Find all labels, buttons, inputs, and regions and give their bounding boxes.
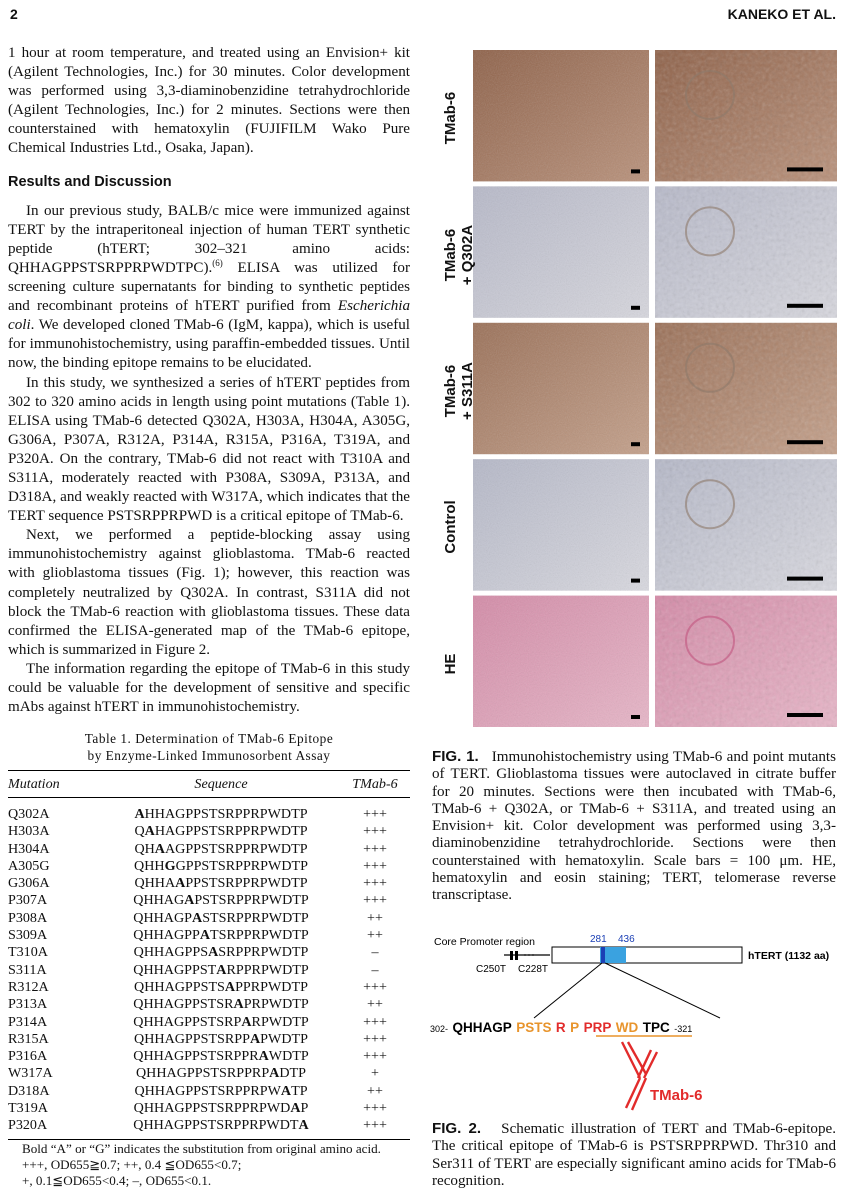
sequence-bold: A [175, 875, 186, 892]
sequence-bold: A [233, 996, 244, 1013]
sequence-pre: QHHAGPPST [133, 961, 217, 978]
result-cell: +++ [363, 978, 387, 995]
table-row [8, 1048, 410, 1065]
sequence-bold: A [298, 1117, 309, 1134]
figure1-row-label: TMab-6 + Q302A [442, 224, 476, 285]
result-cell: +++ [363, 875, 387, 892]
mutation-cell: H303A [8, 823, 50, 840]
paragraph-conclusion: The information regarding the epitope of TMab-6 in this study could be valuable for the development of sensitive and specific mAbs against hTERT in immunohistochemistry. [8, 660, 410, 716]
micrograph-panel [473, 459, 649, 590]
col-header-sequence: Sequence [102, 771, 340, 798]
antibody-label: TMab-6 [650, 1087, 703, 1104]
result-cell: +++ [363, 806, 387, 822]
mutation-mark-1 [510, 951, 513, 960]
result-cell: +++ [363, 1030, 387, 1047]
seq-epitope-3: P [570, 1020, 580, 1035]
micrograph-panel [473, 596, 649, 727]
sequence-pre: QHHAGPPSTSRPP [134, 1030, 250, 1047]
scale-bar [787, 167, 823, 171]
result-cell: ++ [367, 927, 383, 944]
micrograph-panel [655, 459, 837, 590]
mutation-cell: S309A [8, 927, 48, 944]
table-caption-line1: Table 1. Determination of TMab-6 Epitope [84, 731, 334, 746]
table-row [8, 996, 410, 1013]
citation-ref[interactable]: (6) [212, 257, 223, 268]
running-head: KANEKO ET AL. [727, 6, 836, 22]
sequence-bold: A [216, 961, 227, 978]
result-cell: +++ [363, 857, 387, 874]
micrograph-panel [473, 50, 649, 181]
sequence-bold: A [144, 823, 155, 840]
sequence-bold: A [249, 1030, 261, 1047]
sequence-bold: A [258, 1048, 269, 1065]
sequence-post: HAGPPSTSRPPRPWDTP [154, 823, 308, 840]
sequence-cell [102, 1031, 340, 1048]
scale-bar [787, 577, 823, 581]
sequence-post: GPPSTSRPPRPWDTP [175, 857, 308, 874]
table-caption-line2: by Enzyme-Linked Immunosorbent Assay [87, 748, 331, 763]
figure2-caption-text: Schematic illustration of TERT and TMab-6-epitope. The critical epitope of TMab-6 is PSTSRPPRPWD. Thr310 and Ser311 of TERT are especially significant amino acids for TMab-6 recognition. [432, 1121, 836, 1189]
sequence-pre: QHHAGPPSTSR [133, 996, 234, 1013]
result-cell: +++ [363, 823, 387, 840]
sequence-pre: QHHAGPP [133, 927, 200, 944]
micrograph-panel [655, 50, 837, 181]
mutation-mark-2 [515, 951, 518, 960]
seq-part-c: TPC [642, 1020, 670, 1035]
sequence-bold: A [241, 1013, 252, 1030]
sequence-cell [102, 841, 340, 858]
sequence-cell [102, 858, 340, 875]
result-cell: – [371, 944, 379, 961]
result-cell: ++ [367, 996, 383, 1013]
sequence-pre: QHHAGPPSTSRPPRPWDT [133, 1117, 299, 1134]
p2-text-a: In our previous study, BALB/c mice were immunized against TERT by the intraperitoneal injection of human TERT synthetic peptide (hTERT; 302–321 amino acids: QHHAGPPSTSRPPRPWDTPC). [8, 202, 410, 276]
figure1-caption-text: Immunohistochemistry using TMab-6 and point mutants of TERT. Glioblastoma tissues were autoclaved in citrate buffer for 20 minutes. Sections were then incubated with TMab-6, TMab-6 + Q302A, or TMab-6 + S311A, and treated using an Envision+ kit. Color development was performed using 3,3-diaminobenzidine tetrahydrochloride. Sections were then counterstained with hematoxylin. Scale bars = 100 μm. HE, hematoxylin and eosin staining; TERT, telomerase reverse transcriptase. [432, 749, 836, 904]
sequence-post: SRPPRPWDTP [218, 944, 309, 961]
sequence-pre: QHHAG [133, 892, 185, 909]
table-row [8, 979, 410, 996]
sequence-pre: QHHAGPPSTS [134, 978, 225, 995]
result-cell: + [371, 1065, 379, 1082]
result-cell: +++ [363, 840, 387, 857]
sequence-post: AGPPSTSRPPRPWDTP [164, 840, 308, 857]
scale-bar [631, 579, 640, 583]
promoter-label: Core Promoter region [434, 936, 535, 948]
table-row [8, 1083, 410, 1100]
seq-epitope-5: WD [615, 1020, 639, 1035]
sequence-pre: QHHAGPPSTSRPPR [133, 1048, 259, 1065]
sequence-bold: A [134, 806, 145, 822]
seq-epitope-4: PRP [583, 1020, 612, 1035]
mutation-cell: G306A [8, 875, 50, 892]
scale-bar [631, 306, 640, 310]
sequence-cell [102, 1065, 340, 1082]
mutation-cell: P314A [8, 1013, 48, 1030]
sequence-cell [102, 1014, 340, 1031]
figure1-row-label: Control [442, 500, 459, 555]
sequence-pre: QH [134, 840, 155, 857]
table-row [8, 962, 410, 979]
mutation-cell: H304A [8, 840, 50, 857]
table-row [8, 1117, 410, 1139]
protein-label: hTERT (1132 aa) [748, 950, 830, 962]
scale-bar [631, 715, 640, 719]
scale-bar [631, 442, 640, 446]
table-row [8, 1014, 410, 1031]
paragraph-ihc: Next, we performed a peptide-blocking assay using immunohistochemistry against glioblastoma. TMab-6 reacted with glioblastoma tissues (Fig. 1); however, this reaction was completely neutralized by Q302A. In contrast, S311A did not block the TMab-6 reaction with glioblastoma tissues. These data confirmed the ELISA-generated map of the TMab-6 epitope, which is summarized in Figure 2. [8, 527, 410, 658]
species-name: Escherichia coli [8, 298, 410, 334]
htert-protein-bar [552, 947, 742, 963]
table-row [8, 910, 410, 927]
sequence-post: PSTSRPPRPWDTP [194, 892, 309, 909]
micrograph-panel [655, 323, 837, 454]
sequence-cell [102, 1117, 340, 1139]
figure2-caption [432, 1120, 836, 1190]
mutation-cell: P320A [8, 1117, 102, 1139]
sequence-post: P [300, 1100, 309, 1117]
sequence-pre: QHH [134, 857, 165, 874]
sequence-pre: QHHAGPPSTSRP [133, 1013, 242, 1030]
sequence-bold: A [184, 892, 195, 909]
sequence-bold: A [224, 978, 236, 995]
figure1-row-label: TMab-6 + S311A [442, 362, 476, 420]
figure1-caption [432, 748, 836, 905]
figure1-row-label: TMab-6 [442, 91, 459, 145]
micrograph-panel [473, 323, 649, 454]
mutation-cell: T310A [8, 944, 48, 961]
sequence-cell [102, 875, 340, 892]
table-footnote [22, 1141, 412, 1190]
scale-bar [787, 304, 823, 308]
sequence-post: RPPRPWDTP [226, 961, 309, 978]
sequence-bold: A [199, 927, 211, 944]
seq-start-num: 302- [430, 1024, 449, 1034]
sequence-cell [102, 892, 340, 909]
sequence-cell [102, 996, 340, 1013]
sequence-bold: G [164, 857, 176, 874]
sequence-bold: A [290, 1100, 301, 1117]
paragraph-elisa: In this study, we synthesized a series of hTERT peptides from 302 to 320 amino acids in length using point mutations (Table 1). ELISA using TMab-6 detected Q302A, H303A, H304A, A305G, G306A, P307A, R312A, P314A, R315A, P316A, T319A, and P320A. On the contrary, TMab-6 did not react with T310A and S311A, moderately reacted with P308A, S309A, P313A, and D318A, and weakly reacted with W317A, which indicates that the TERT sequence PSTSRPPRPWD is a critical epitope of TMab-6. [8, 374, 410, 525]
body-text [8, 44, 410, 717]
sequence-pre: QHHAGPPS [133, 944, 209, 961]
sequence-post: PWDTP [260, 1030, 308, 1047]
sequence-post: STSRPPRPWDTP [202, 909, 309, 926]
sequence-bold: A [280, 1082, 292, 1099]
mutation-cell: P313A [8, 996, 48, 1013]
figure1-micrographs [473, 50, 837, 732]
mutation-cell: S311A [8, 961, 47, 978]
figure2-schematic [430, 928, 840, 1113]
mutation-cell: D318A [8, 1082, 50, 1099]
paragraph-intro [8, 202, 410, 374]
result-cell: ++ [367, 909, 383, 926]
sequence-post: TSRPPRPWDTP [210, 927, 309, 944]
sequence-pre: Q [134, 823, 145, 840]
sequence-bold: A [208, 944, 219, 961]
p2-text-b: ELISA was utilized for screening culture supernatants for binding to synthetic peptides and recombinant proteins of hTERT purified from [8, 259, 410, 315]
sequence-pre: QHHAGPPSTSRPPRPWD [133, 1100, 291, 1117]
mutation-cell: R312A [8, 978, 49, 995]
table-caption [8, 730, 410, 764]
mutation-cell: R315A [8, 1030, 49, 1047]
result-cell: +++ [340, 1117, 410, 1139]
mutation-cell: P316A [8, 1048, 48, 1065]
result-cell: +++ [363, 1048, 387, 1065]
sequence-post: TP [291, 1082, 308, 1099]
result-cell: +++ [363, 892, 387, 909]
table-row [8, 823, 410, 840]
scale-bar [787, 440, 823, 444]
table-row [8, 944, 410, 961]
sequence-cell [102, 944, 340, 961]
sequence-post: WDTP [268, 1048, 309, 1065]
micrograph-panel [473, 186, 649, 317]
seq-end-num: -321 [674, 1024, 693, 1034]
position-436: 436 [618, 934, 635, 945]
sequence-bold: A [154, 840, 165, 857]
mutation-cell: A305G [8, 857, 50, 874]
sequence-post: HHAGPPSTSRPPRPWDTP [144, 806, 308, 822]
sequence-cell [102, 798, 340, 824]
table-row [8, 875, 410, 892]
table-row [8, 1031, 410, 1048]
table-row [8, 892, 410, 909]
sequence-post: DTP [279, 1065, 306, 1082]
sequence-post: PRPWDTP [243, 996, 309, 1013]
position-281: 281 [590, 934, 607, 945]
seq-epitope-2: R [555, 1020, 566, 1035]
sequence-cell [102, 962, 340, 979]
table-row [8, 1065, 410, 1082]
figure1-row-label: HE [442, 653, 459, 675]
sequence-pre: QHHAGPPSTSRPPRP [136, 1065, 270, 1082]
scale-bar [631, 169, 640, 173]
result-cell: – [371, 961, 379, 978]
table-row [8, 841, 410, 858]
table-row [8, 798, 410, 824]
col-header-mutation: Mutation [8, 771, 102, 798]
result-cell: ++ [367, 1082, 383, 1099]
table-row [8, 1100, 410, 1117]
result-cell: +++ [363, 1100, 387, 1117]
seq-part-a: QHHAGP [452, 1020, 512, 1035]
section-heading: Results and Discussion [8, 173, 172, 190]
sequence-bold: A [269, 1065, 280, 1082]
mutation-cell: T319A [8, 1100, 48, 1117]
result-cell: +++ [363, 1013, 387, 1030]
mutation-cell: P307A [8, 892, 48, 909]
figure2-label: FIG. 2. [432, 1120, 482, 1137]
sequence-post: PPRPWDTP [235, 978, 308, 995]
sequence-cell [102, 1048, 340, 1065]
sequence-cell [102, 927, 340, 944]
sequence-pre: QHHA [134, 875, 176, 892]
footnote-line1: Bold “A” or “G” indicates the substitution from original amino acid. [22, 1141, 381, 1156]
table-row [8, 858, 410, 875]
col-header-result: TMab-6 [340, 771, 410, 798]
epitope-table [8, 770, 410, 1140]
micrograph-panel [655, 596, 837, 727]
scale-bar [787, 713, 823, 717]
mutation-cell: W317A [8, 1065, 53, 1082]
paragraph-methods-end: 1 hour at room temperature, and treated using an Envision+ kit (Agilent Technologies, Inc.) for 30 minutes. Color development was performed using 3,3-diaminobenzidine tetrahydrochloride (Agilent Technologies, Inc.) for 2 minutes. Sections were then counterstained with hematoxylin (FUJIFILM Wako Pure Chemical Industries Ltd., Osaka, Japan). [8, 45, 410, 157]
sequence-post: RPWDTP [251, 1013, 309, 1030]
footnote-line3: +, 0.1≦OD655<0.4; –, OD655<0.1. [22, 1173, 212, 1189]
footnote-line2: +++, OD655≧0.7; ++, 0.4 ≦OD655<0.7; [22, 1157, 242, 1173]
epitope-sequence [430, 1019, 692, 1036]
sequence-cell [102, 1100, 340, 1117]
mutation-label-c250t: C250T [476, 964, 507, 975]
seq-epitope-1: PSTS [516, 1020, 552, 1035]
mutation-label-c228t: C228T [518, 964, 549, 975]
sequence-cell [102, 823, 340, 840]
zoom-line-right [605, 963, 720, 1018]
sequence-cell [102, 1083, 340, 1100]
mutation-cell: P308A [8, 909, 48, 926]
epitope-region [601, 947, 605, 963]
sequence-cell [102, 979, 340, 996]
page-number: 2 [10, 6, 18, 22]
sequence-bold: A [192, 909, 203, 926]
table-row [8, 927, 410, 944]
figure1-label: FIG. 1. [432, 748, 479, 765]
sequence-pre: QHHAGP [133, 909, 192, 926]
sequence-post: PPSTSRPPRPWDTP [185, 875, 308, 892]
micrograph-panel [655, 186, 837, 317]
sequence-cell [102, 910, 340, 927]
mutation-cell: Q302A [8, 806, 50, 822]
sequence-pre: QHHAGPPSTSRPPRPW [134, 1082, 281, 1099]
p2-text-c: . We developed cloned TMab-6 (IgM, kappa), which is useful for immunohistochemistry, using paraffin-embedded tissues. Until now, the binding epitope remains to be elucidated. [8, 317, 410, 372]
